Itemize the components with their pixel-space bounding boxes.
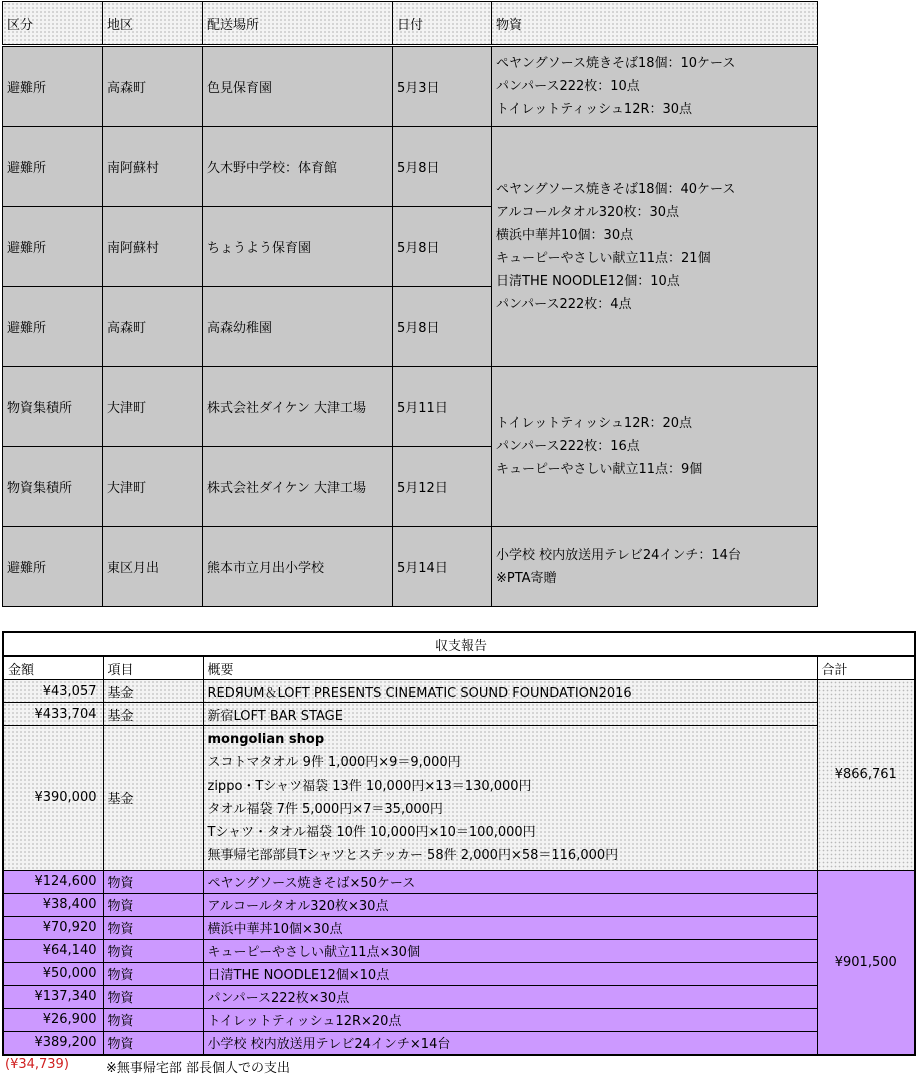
table-row [3,127,818,207]
distribution-header-row [3,2,818,46]
cell-amount: ¥137,340 [3,985,103,1008]
table-row [3,46,818,127]
cell-item: 物資 [103,870,203,893]
cell-desc: 日清THE NOODLE12個×10点 [203,962,817,985]
cell-goods [492,367,818,527]
cell-desc: パンパース222枚×30点 [203,985,817,1008]
cell-item: 物資 [103,893,203,916]
cell-kubun: 物資集積所 [3,367,103,447]
cell-goods [492,127,818,367]
cell-chiku: 南阿蘇村 [103,127,203,207]
cell-date: 5月11日 [393,367,492,447]
goods-line: キューピーやさしい献立11点：21個 [496,250,711,266]
table-row [3,939,915,962]
table-row [3,726,915,871]
cell-date: 5月12日 [393,447,492,527]
cell-chiku: 大津町 [103,447,203,527]
distribution-table [2,1,818,607]
cell-chiku: 高森町 [103,46,203,127]
cell-chiku: 大津町 [103,367,203,447]
cell-item: 物資 [103,916,203,939]
table-row [3,1031,915,1055]
cell-kubun: 避難所 [3,287,103,367]
cell-desc: 新宿LOFT BAR STAGE [203,703,817,726]
cell-chiku: 南阿蘇村 [103,207,203,287]
cell-date: 5月3日 [393,46,492,127]
goods-line: パンパース222枚：4点 [496,296,632,312]
cell-item: 基金 [103,703,203,726]
header-goods: 物資 [492,2,818,46]
report-title-row [3,632,915,656]
balance-deficit: (¥34,739) [5,1057,69,1072]
cell-goods [492,527,818,607]
cell-basho: 高森幼稚園 [203,287,393,367]
cell-amount: ¥433,704 [3,703,103,726]
cell-item: 物資 [103,1031,203,1055]
goods-line: 日清THE NOODLE12個：10点 [496,273,680,289]
table-row [3,367,818,447]
cell-date: 5月14日 [393,527,492,607]
cell-amount: ¥390,000 [3,726,103,871]
header-total: 合計 [817,656,915,680]
fund-total: ¥866,761 [817,680,915,871]
goods-line: アルコールタオル320枚：30点 [496,204,680,220]
cell-basho: 久木野中学校：体育館 [203,127,393,207]
shop-line: スコトマタオル 9件 1,000円×9＝9,000円 [207,755,461,771]
cell-chiku: 高森町 [103,287,203,367]
shop-name: mongolian shop [207,732,325,747]
cell-kubun: 避難所 [3,127,103,207]
goods-total: ¥901,500 [817,870,915,1055]
cell-amount: ¥64,140 [3,939,103,962]
cell-amount: ¥50,000 [3,962,103,985]
cell-basho: 株式会社ダイケン 大津工場 [203,447,393,527]
table-row [3,962,915,985]
goods-line: パンパース222枚：16点 [496,439,640,454]
shop-line: タオル福袋 7件 5,000円×7＝35,000円 [207,801,443,817]
shop-line: zippo・Tシャツ福袋 13件 10,000円×13＝130,000円 [207,778,532,794]
report-table [2,631,916,1056]
table-row [3,985,915,1008]
table-row [3,916,915,939]
cell-desc-shop [203,726,817,871]
cell-date: 5月8日 [393,207,492,287]
report-header-row [3,656,915,680]
header-amount: 金額 [3,656,103,680]
header-kubun: 区分 [3,2,103,46]
cell-goods [492,46,818,127]
cell-desc: アルコールタオル320枚×30点 [203,893,817,916]
shop-line: 無事帰宅部部員Tシャツとステッカー 58件 2,000円×58＝116,000円 [207,848,619,864]
goods-line: ペヤングソース焼きそば18個：10ケース [496,56,736,71]
cell-desc: 横浜中華丼10個×30点 [203,916,817,939]
cell-amount: ¥38,400 [3,893,103,916]
cell-item: 物資 [103,939,203,962]
cell-desc: キューピーやさしい献立11点×30個 [203,939,817,962]
goods-line: ペヤングソース焼きそば18個：40ケース [496,181,736,197]
cell-basho: ちょうよう保育園 [203,207,393,287]
cell-basho: 色見保育園 [203,46,393,127]
header-chiku: 地区 [103,2,203,46]
cell-amount: ¥26,900 [3,1008,103,1031]
goods-line: キューピーやさしい献立11点：9個 [496,462,703,477]
cell-item: 物資 [103,985,203,1008]
cell-basho: 株式会社ダイケン 大津工場 [203,367,393,447]
cell-desc: トイレットティッシュ12R×20点 [203,1008,817,1031]
header-basho: 配送場所 [203,2,393,46]
cell-chiku: 東区月出 [103,527,203,607]
table-row [3,1008,915,1031]
cell-amount: ¥43,057 [3,680,103,703]
cell-date: 5月8日 [393,287,492,367]
goods-line: ※PTA寄贈 [496,570,557,586]
table-row [3,703,915,726]
goods-line: トイレットティッシュ12R：20点 [496,416,693,431]
cell-date: 5月8日 [393,127,492,207]
goods-line: トイレットティッシュ12R：30点 [496,102,693,117]
report-title: 収支報告 [3,632,915,656]
cell-item: 物資 [103,962,203,985]
cell-kubun: 物資集積所 [3,447,103,527]
cell-item: 基金 [103,680,203,703]
cell-basho: 熊本市立月出小学校 [203,527,393,607]
cell-amount: ¥70,920 [3,916,103,939]
cell-desc: REDЯUM＆LOFT PRESENTS CINEMATIC SOUND FOUNDATION2016 [203,680,817,703]
goods-line: パンパース222枚：10点 [496,79,640,94]
table-row [3,680,915,703]
cell-desc: ペヤングソース焼きそば×50ケース [203,870,817,893]
cell-kubun: 避難所 [3,46,103,127]
table-row [3,527,818,607]
goods-line: 横浜中華丼10個：30点 [496,227,634,243]
cell-amount: ¥389,200 [3,1031,103,1055]
cell-amount: ¥124,600 [3,870,103,893]
header-desc: 概要 [203,656,817,680]
cell-desc: 小学校 校内放送用テレビ24インチ×14台 [203,1031,817,1055]
cell-item: 物資 [103,1008,203,1031]
cell-item: 基金 [103,726,203,871]
balance-note: ※無事帰宅部 部長個人での支出 [106,1061,291,1076]
cell-kubun: 避難所 [3,527,103,607]
table-row [3,870,915,893]
goods-line: 小学校 校内放送用テレビ24インチ：14台 [496,547,741,563]
cell-kubun: 避難所 [3,207,103,287]
table-row [3,893,915,916]
header-item: 項目 [103,656,203,680]
header-date: 日付 [393,2,492,46]
shop-line: Tシャツ・タオル福袋 10件 10,000円×10＝100,000円 [207,825,536,841]
